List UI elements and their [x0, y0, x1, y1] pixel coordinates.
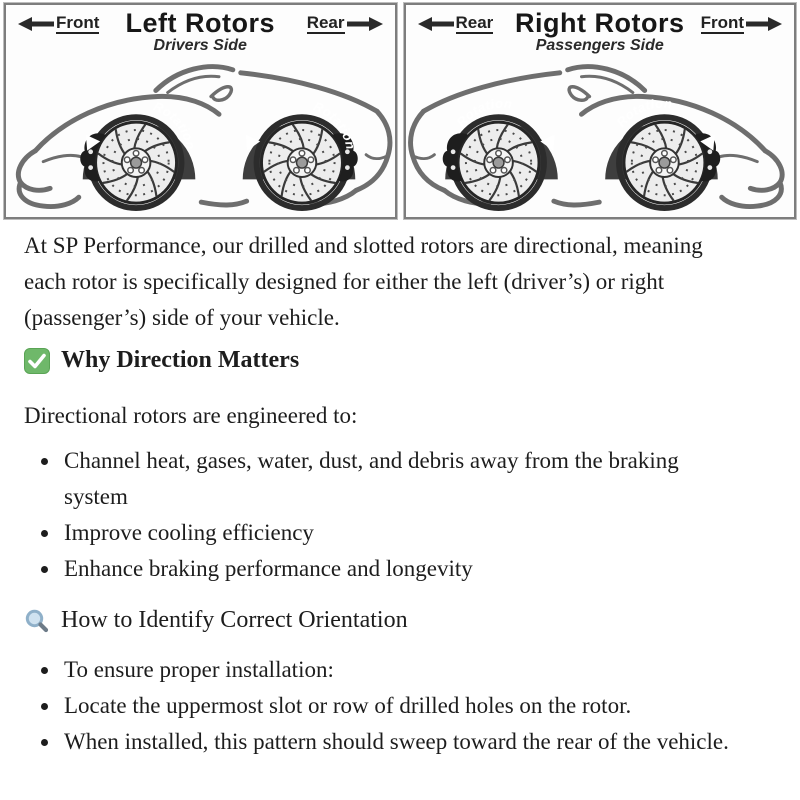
panel-subtitle: Drivers Side	[153, 37, 247, 54]
list-item: When installed, this pattern should sweep toward the rear of the vehicle.	[24, 724, 744, 760]
rear-label: Rear	[306, 13, 345, 32]
article-body	[0, 219, 800, 760]
rear-label: Rear	[455, 13, 494, 32]
right-panel-header	[406, 5, 795, 55]
heading-text: How to Identify Correct Orientation	[61, 607, 408, 633]
lead-paragraph: Directional rotors are engineered to:	[24, 403, 358, 428]
check-mark-icon	[24, 348, 50, 374]
front-direction-indicator	[701, 14, 782, 34]
intro-paragraph: At SP Performance, our drilled and slotted rotors are directional, meaning each rotor is specifically designed for either the left (driver’s) or right (passenger’s) side of your vehicle.	[24, 233, 703, 330]
heading-text: Why Direction Matters	[61, 347, 300, 373]
panel-title: Left Rotors	[125, 8, 275, 38]
rear-direction-indicator	[307, 14, 383, 34]
list-item: Channel heat, gases, water, dust, and debris away from the braking system	[24, 443, 744, 515]
left-panel-header	[6, 5, 395, 55]
front-direction-indicator	[18, 14, 99, 34]
benefits-list	[24, 443, 744, 587]
magnifying-glass-icon	[24, 608, 50, 634]
arrow-left-icon	[18, 17, 54, 31]
list-item: Locate the uppermost slot or row of drilled holes on the rotor.	[24, 688, 744, 724]
orientation-steps-list	[24, 652, 744, 760]
list-item: To ensure proper installation:	[24, 652, 744, 688]
right-car-illustration	[406, 55, 795, 213]
rotor-direction-diagram	[0, 0, 800, 219]
list-item: Improve cooling efficiency	[24, 515, 744, 551]
arrow-left-icon	[418, 17, 454, 31]
arrow-right-icon	[347, 17, 383, 31]
arrow-right-icon	[746, 17, 782, 31]
list-item: Enhance braking performance and longevity	[24, 551, 744, 587]
right-rotors-panel	[404, 3, 797, 219]
panel-subtitle: Passengers Side	[535, 37, 664, 54]
panel-title: Right Rotors	[515, 8, 685, 38]
section-heading-why-direction-matters	[24, 342, 744, 378]
front-label: Front	[700, 13, 744, 32]
front-label: Front	[56, 13, 100, 32]
left-car-illustration	[6, 55, 395, 213]
rear-direction-indicator	[418, 14, 494, 34]
left-rotors-panel	[4, 3, 397, 219]
section-heading-how-to-identify	[24, 602, 744, 638]
